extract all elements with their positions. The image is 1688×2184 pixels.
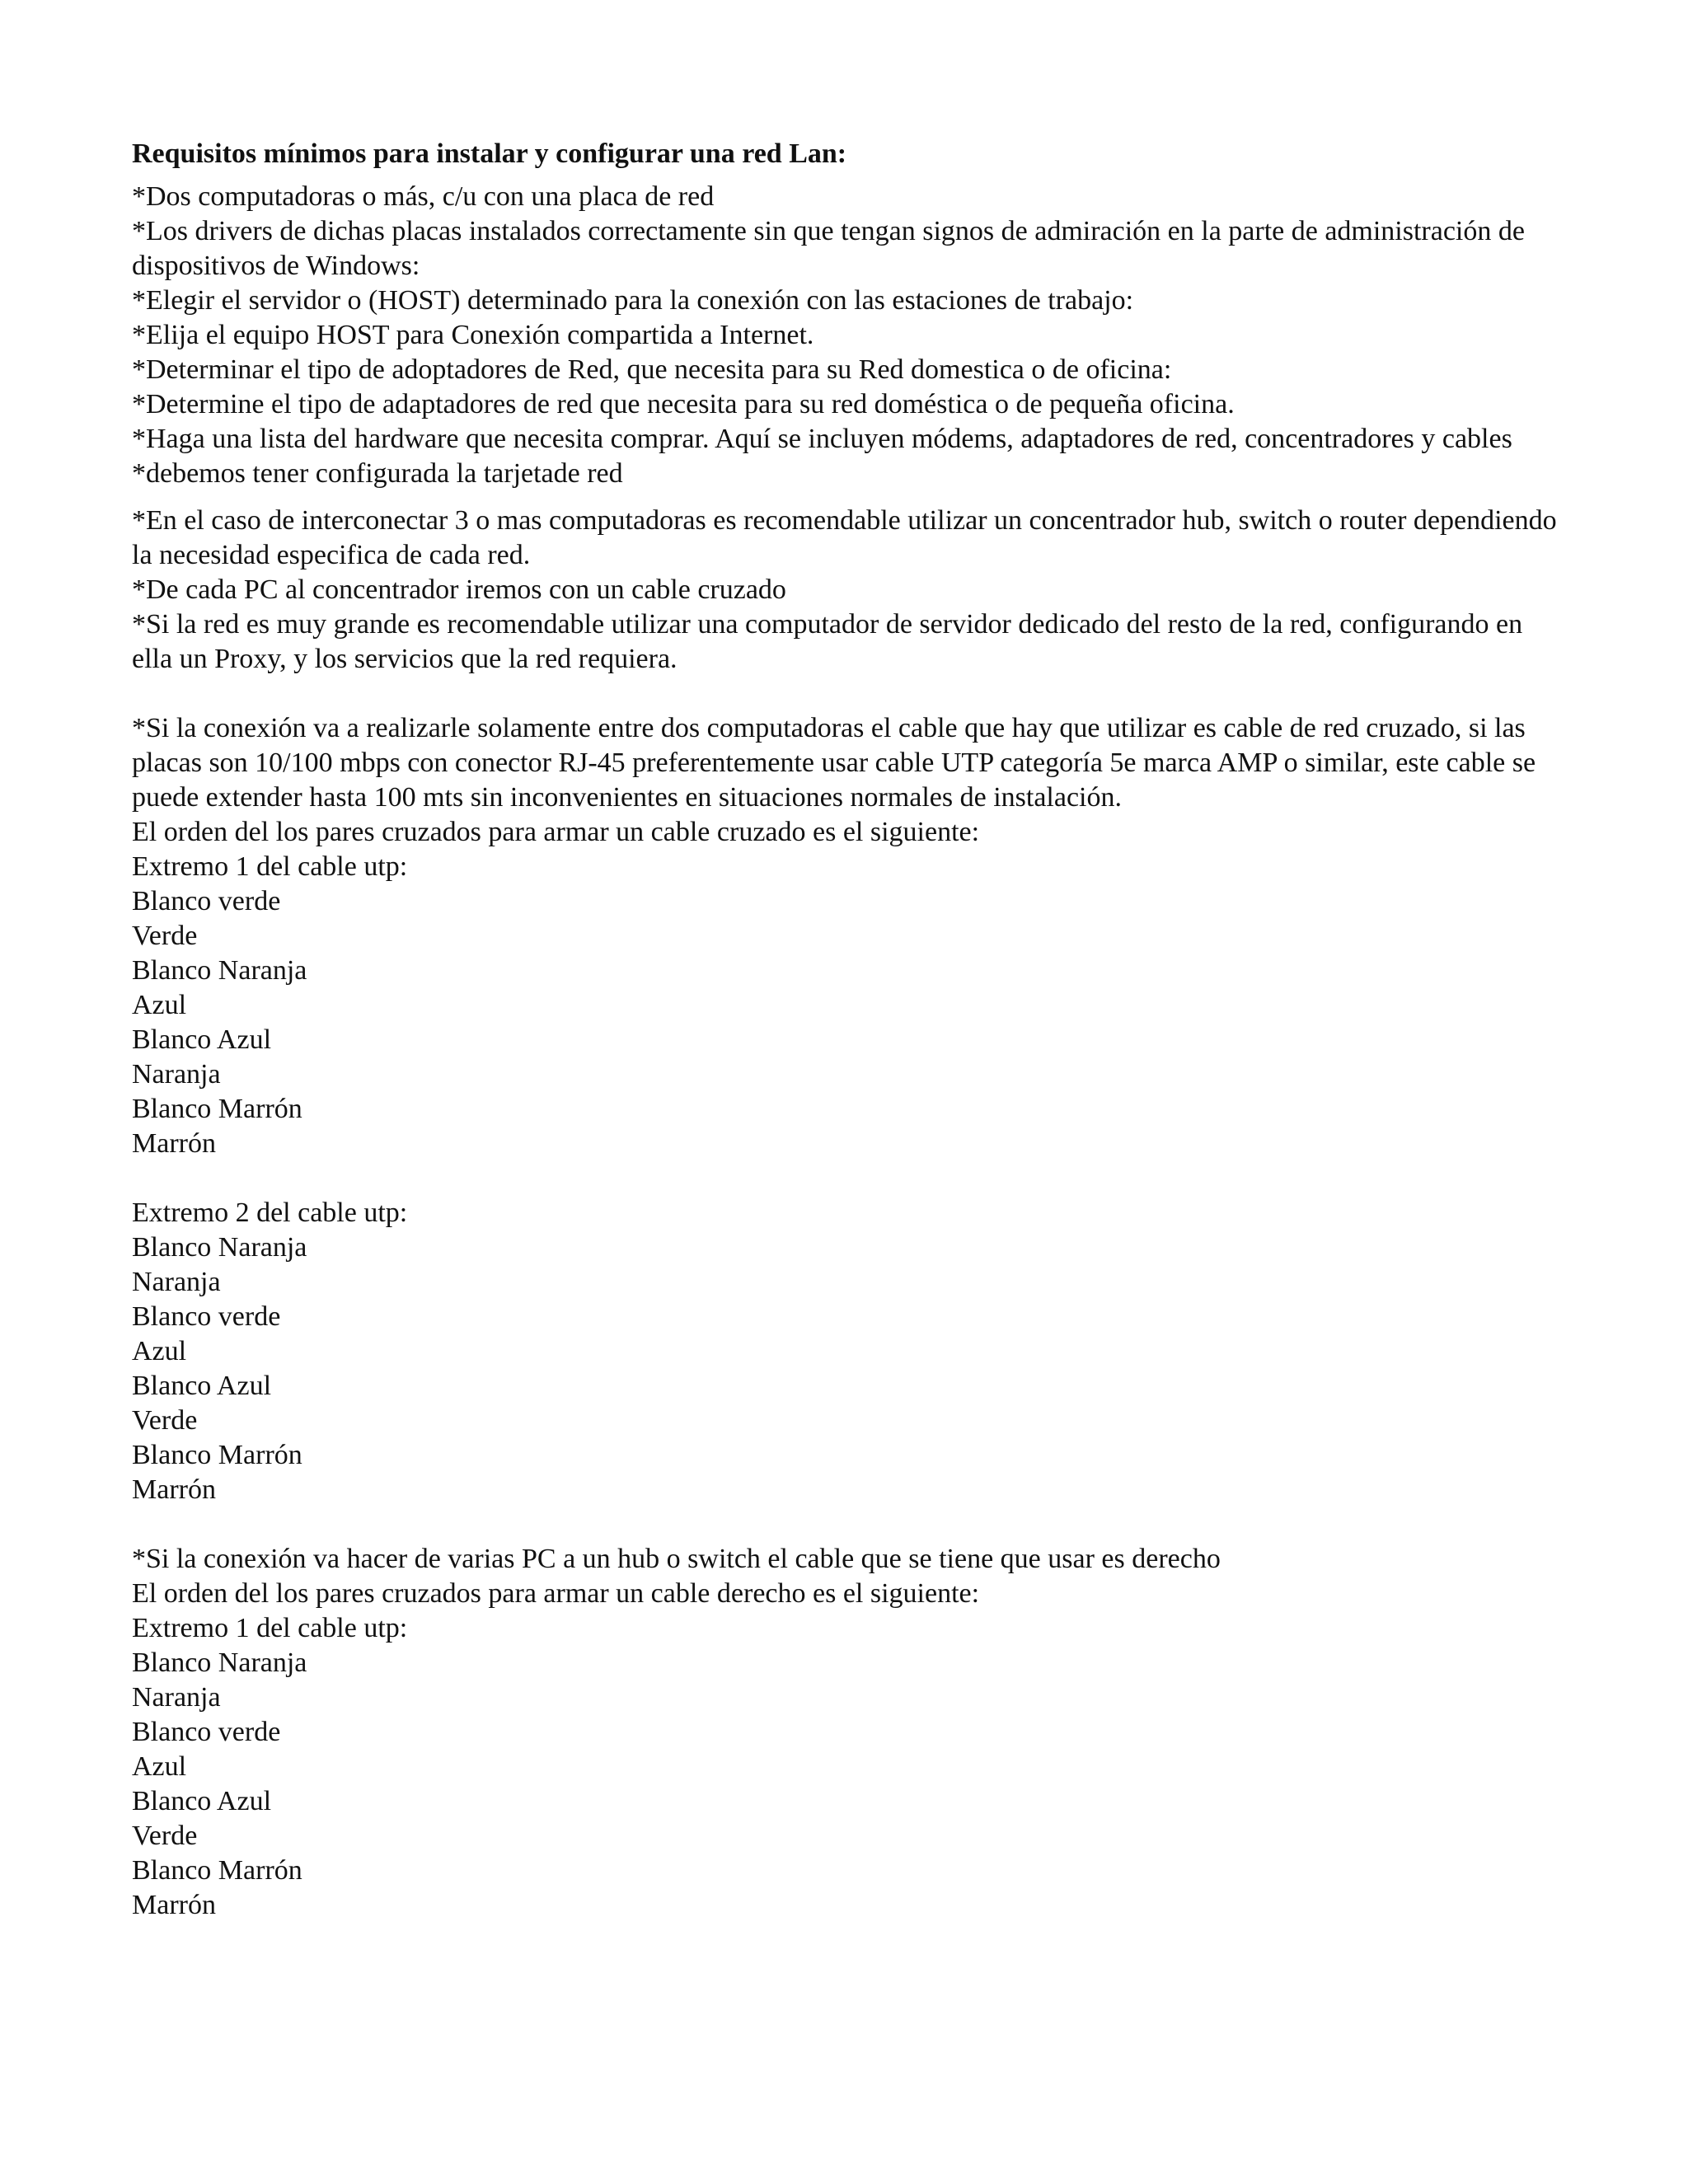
spacer [132,1161,1566,1196]
requirement-item: *Elija el equipo HOST para Conexión compartida a Internet. [132,320,814,350]
crossover-section [132,711,1566,1507]
wire-color: Blanco Marrón [132,1855,302,1886]
crossover-end2-label: Extremo 2 del cable utp: [132,1197,408,1228]
wire-color: Blanco verde [132,886,281,916]
recommendations-list [132,504,1566,677]
wire-color: Verde [132,1405,198,1436]
recommendation-item: *De cada PC al concentrador iremos con un cable cruzado [132,574,786,605]
wire-color: Blanco Azul [132,1786,272,1816]
requirement-item: *Los drivers de dichas placas instalados correctamente sin que tengan signos de admiración en la parte de administración de dispositivos de Windows: [132,216,1525,281]
wire-color: Naranja [132,1682,221,1713]
straight-end1-label: Extremo 1 del cable utp: [132,1613,408,1643]
crossover-end1-label: Extremo 1 del cable utp: [132,851,408,882]
straight-intro: *Si la conexión va hacer de varias PC a un hub o switch el cable que se tiene que usar es derecho [132,1544,1221,1574]
wire-color: Azul [132,1751,187,1782]
recommendation-item: *Si la red es muy grande es recomendable utilizar una computador de servidor dedicado del resto de la red, configurando en ella un Proxy, y los servicios que la red requiera. [132,609,1523,674]
wire-color: Blanco Naranja [132,1232,307,1263]
wire-color: Blanco verde [132,1717,281,1747]
document-title: Requisitos mínimos para instalar y configurar una red Lan: [132,138,847,169]
wire-color: Blanco Naranja [132,955,307,986]
wire-color: Azul [132,990,187,1020]
requirement-item: *Determinar el tipo de adoptadores de Red, que necesita para su Red domestica o de oficina: [132,354,1172,385]
wire-color: Naranja [132,1059,221,1090]
wire-color: Marrón [132,1890,216,1920]
crossover-order-text: El orden del los pares cruzados para armar un cable cruzado es el siguiente: [132,817,980,847]
straight-section [132,1542,1566,1923]
requirement-item: *Dos computadoras o más, c/u con una placa de red [132,181,715,212]
spacer [132,677,1566,711]
wire-color: Blanco Azul [132,1371,272,1401]
spacer [132,491,1566,504]
wire-color: Blanco Naranja [132,1647,307,1678]
wire-color: Blanco verde [132,1301,281,1332]
straight-order-text: El orden del los pares cruzados para armar un cable derecho es el siguiente: [132,1578,980,1609]
requirement-item: *Elegir el servidor o (HOST) determinado para la conexión con las estaciones de trabajo: [132,285,1134,316]
requirement-item: *Determine el tipo de adaptadores de red que necesita para su red doméstica o de pequeña oficina. [132,389,1235,419]
wire-color: Blanco Marrón [132,1094,302,1124]
requirement-item: *Haga una lista del hardware que necesita comprar. Aquí se incluyen módems, adaptadores de red, concentradores y cables [132,424,1512,454]
wire-color: Blanco Marrón [132,1440,302,1470]
wire-color: Azul [132,1336,187,1366]
wire-color: Naranja [132,1267,221,1297]
wire-color: Verde [132,1821,198,1851]
wire-color: Blanco Azul [132,1024,272,1055]
recommendation-item: *En el caso de interconectar 3 o mas computadoras es recomendable utilizar un concentrador hub, switch o router dependiendo la necesidad especifica de cada red. [132,505,1557,570]
wire-color: Verde [132,921,198,951]
requirement-item: *debemos tener configurada la tarjetade red [132,458,623,489]
wire-color: Marrón [132,1474,216,1505]
document-page [132,137,1566,1923]
crossover-intro: *Si la conexión va a realizarle solamente entre dos computadoras el cable que hay que utilizar es cable de red cruzado, si las placas son 10/100 mbps con conector RJ-45 preferentemente usar cable UTP categoría 5e marca AMP o similar, este cable se puede extender hasta 100 mts sin inconvenientes en situaciones normales de instalación. [132,713,1536,813]
wire-color: Marrón [132,1128,216,1159]
spacer [132,1507,1566,1542]
requirements-list [132,180,1566,491]
